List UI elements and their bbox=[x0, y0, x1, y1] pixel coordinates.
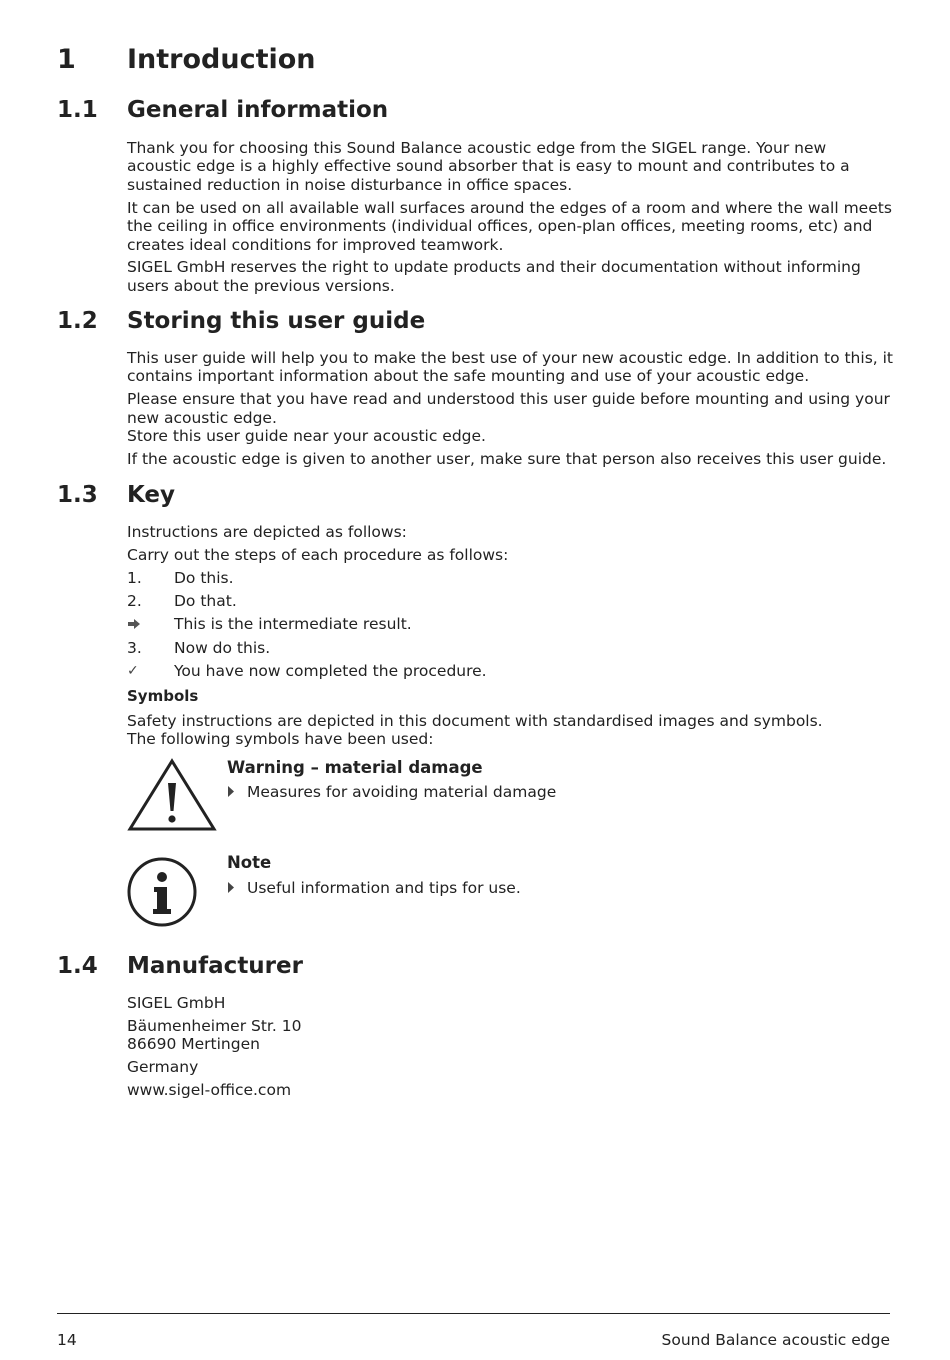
footer-product-name: Sound Balance acoustic edge bbox=[661, 1331, 890, 1349]
paragraph: Please ensure that you have read and understood this user guide before mounting and using your new acoustic edge. bbox=[127, 390, 890, 427]
city: 86690 Mertingen bbox=[127, 1035, 260, 1054]
section-heading-manufacturer bbox=[57, 953, 303, 979]
general-information-text bbox=[127, 139, 895, 295]
paragraph: If the acoustic edge is given to another user, make sure that person also receives this user guide. bbox=[127, 450, 887, 469]
warning-triangle-icon bbox=[127, 757, 217, 837]
paragraph: Instructions are depicted as follows: bbox=[127, 523, 407, 541]
company-name: SIGEL GmbH bbox=[127, 994, 226, 1012]
section-title: Key bbox=[127, 482, 176, 508]
paragraph: The following symbols have been used: bbox=[127, 730, 434, 749]
page-number: 14 bbox=[57, 1331, 77, 1349]
section-number: 1.4 bbox=[57, 953, 98, 979]
step-text: Do that. bbox=[174, 592, 237, 611]
step-number: 1. bbox=[127, 569, 142, 587]
street: Bäumenheimer Str. 10 bbox=[127, 1016, 302, 1035]
country: Germany bbox=[127, 1058, 199, 1077]
chapter-number: 1 bbox=[57, 44, 76, 75]
symbol-bullet bbox=[227, 783, 556, 801]
paragraph: Safety instructions are depicted in this document with standardised images and symbols. bbox=[127, 712, 823, 730]
step-text: You have now completed the procedure. bbox=[174, 661, 487, 680]
info-circle-icon bbox=[127, 856, 199, 932]
bullet-triangle-icon bbox=[227, 783, 247, 801]
paragraph: This user guide will help you to make the best use of your new acoustic edge. In addition to this, it contains important information about the safe mounting and use of your acoustic edge. bbox=[127, 349, 894, 386]
paragraph: Carry out the steps of each procedure as follows: bbox=[127, 545, 509, 564]
chapter-title: Introduction bbox=[127, 44, 316, 75]
step-text: Now do this. bbox=[174, 638, 271, 657]
section-number: 1.1 bbox=[57, 97, 98, 123]
paragraph: It can be used on all available wall surfaces around the edges of a room and where the wall meets the ceiling in office environments (individual offices, open-plan offices, meeting rooms, etc) and creates ideal conditions for improved teamwork. bbox=[127, 198, 892, 254]
paragraph: Store this user guide near your acoustic edge. bbox=[127, 427, 486, 446]
step-text: This is the intermediate result. bbox=[174, 615, 412, 634]
bullet-triangle-icon bbox=[227, 879, 247, 897]
manufacturer-address bbox=[127, 994, 301, 1100]
symbols-intro-text bbox=[127, 712, 895, 749]
key-intro-text bbox=[127, 523, 895, 564]
section-title: Manufacturer bbox=[127, 953, 303, 979]
section-number: 1.2 bbox=[57, 308, 98, 334]
section-heading-key bbox=[57, 482, 175, 508]
section-number: 1.3 bbox=[57, 482, 98, 508]
footer-divider bbox=[57, 1313, 890, 1314]
paragraph: SIGEL GmbH reserves the right to update products and their documentation without informing users about the previous versions. bbox=[127, 258, 861, 295]
storing-guide-text bbox=[127, 349, 895, 468]
section-heading-storing bbox=[57, 308, 425, 334]
step-number: 2. bbox=[127, 592, 142, 611]
symbol-title: Note bbox=[227, 853, 272, 872]
symbols-heading: Symbols bbox=[127, 687, 199, 705]
section-title: Storing this user guide bbox=[127, 308, 426, 334]
checkmark-icon: ✓ bbox=[127, 662, 139, 679]
section-heading-general bbox=[57, 97, 388, 123]
chapter-heading bbox=[57, 44, 316, 75]
step-text: Do this. bbox=[174, 569, 234, 587]
symbol-bullet-text: Measures for avoiding material damage bbox=[247, 783, 557, 801]
step-number: 3. bbox=[127, 638, 142, 657]
symbol-bullet bbox=[227, 879, 521, 897]
symbol-title: Warning – material damage bbox=[227, 758, 483, 777]
result-arrow-icon bbox=[127, 615, 167, 633]
paragraph: Thank you for choosing this Sound Balance acoustic edge from the SIGEL range. Your new acoustic edge is a highly effective sound absorber that is easy to mount and contributes to a sustained reduction in noise disturbance in office spaces. bbox=[127, 139, 850, 194]
website-link[interactable]: www.sigel-office.com bbox=[127, 1081, 292, 1100]
symbol-bullet-text: Useful information and tips for use. bbox=[247, 879, 521, 897]
section-title: General information bbox=[127, 97, 389, 123]
